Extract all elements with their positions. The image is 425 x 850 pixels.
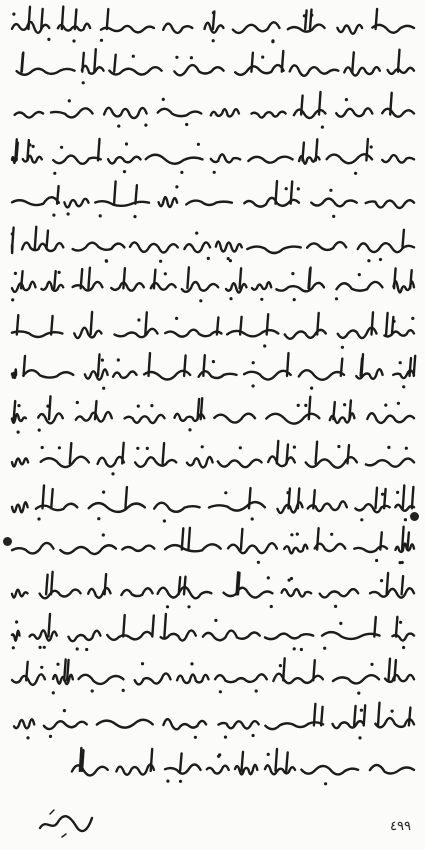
manuscript-text-block — [6, 2, 418, 792]
manuscript-line — [6, 437, 418, 481]
manuscript-line — [6, 220, 418, 264]
manuscript-line — [6, 133, 418, 177]
manuscript-line — [6, 568, 418, 612]
manuscript-line — [6, 46, 418, 90]
manuscript-line — [6, 524, 418, 568]
margin-bullet-marker — [410, 512, 419, 521]
page-number: ٤٩٩ — [390, 819, 411, 834]
manuscript-line — [6, 2, 418, 46]
manuscript-line — [6, 394, 418, 438]
manuscript-line — [6, 307, 418, 351]
manuscript-line — [6, 263, 418, 307]
manuscript-line — [6, 176, 418, 220]
manuscript-line — [6, 89, 418, 133]
manuscript-line — [6, 350, 418, 394]
catchword-flourish — [36, 808, 96, 838]
manuscript-line — [6, 698, 418, 742]
margin-bullet-marker — [3, 537, 12, 546]
manuscript-line — [6, 655, 418, 699]
manuscript-line — [6, 481, 418, 525]
manuscript-line — [6, 611, 418, 655]
manuscript-line — [6, 742, 418, 786]
